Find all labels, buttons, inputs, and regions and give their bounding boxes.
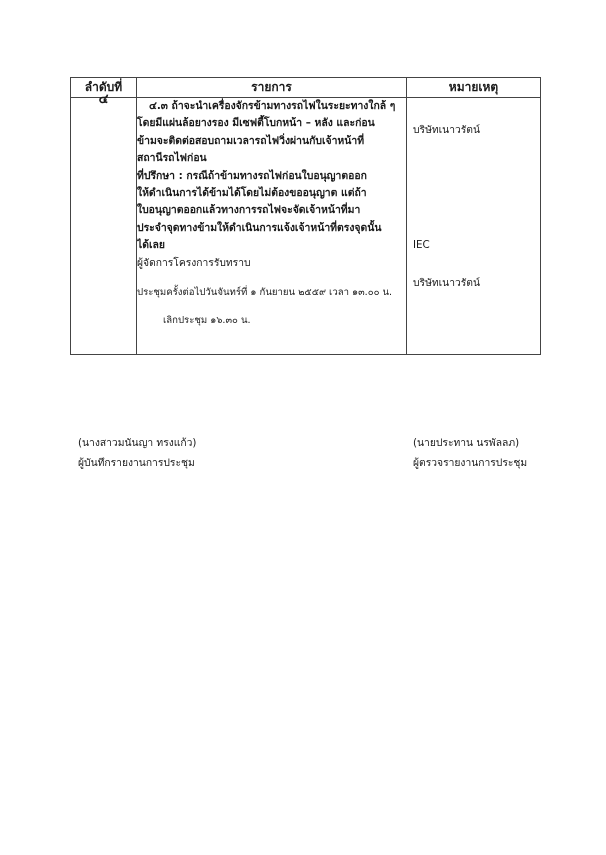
header-item: รายการ (137, 78, 407, 98)
reviewer-signature (413, 433, 527, 473)
order-cell (71, 92, 137, 355)
item-cell (137, 98, 407, 355)
remark-cell (407, 98, 541, 355)
next-meeting-text: ประชุมครั้งต่อไปวันจันทร์ที่ ๑ กันยายน ๒๕๕๙ เวลา ๑๓.๐๐ น. (137, 286, 393, 298)
minutes-table (70, 77, 541, 355)
recorder-signature (78, 433, 196, 473)
table-header-row (71, 78, 541, 98)
reviewer-role: ผู้ตรวจรายงานการประชุม (413, 457, 528, 469)
header-remark: หมายเหตุ (407, 78, 541, 98)
item-line: สถานีรถไฟก่อน (137, 152, 207, 165)
item-line: ที่ปรึกษา : กรณีถ้าข้ามทางรถไฟก่อนใบอนุญาตออก (137, 169, 367, 182)
item-line: ข้ามจะติดต่อสอบถามเวลารถไฟวิ่งผ่านกับเจ้าหน้าที่ (137, 134, 365, 147)
header-order: ลำดับที่ (71, 78, 137, 98)
item-line: ๔.๓ ถ้าจะนำเครื่องจักรข้ามทางรถไฟในระยะทางใกล้ ๆ (149, 100, 396, 112)
item-line: ประจำจุดทางข้ามให้ดำเนินการแจ้งเจ้าหน้าที่ตรงจุดนั้น (137, 221, 382, 234)
table-row (71, 98, 541, 355)
acknowledge-text: ผู้จัดการโครงการรับทราบ (137, 256, 251, 269)
remark-first: บริษัทเนาวรัตน์ (413, 124, 481, 136)
item-line: ให้ดำเนินการได้ข้ามได้โดยไม่ต้องขออนุญาต แต่ถ้า (137, 187, 367, 200)
adjourn-text: เลิกประชุม ๑๖.๓๐ น. (163, 314, 251, 326)
order-number: ๔ (98, 92, 109, 107)
item-line: ใบอนุญาตออกแล้วทางการรถไฟจะจัดเจ้าหน้าที่มา (137, 204, 361, 217)
reviewer-name: (นายประทาน นรพัลลภ) (413, 437, 520, 449)
item-line: ได้เลย (137, 239, 165, 252)
remark-third: บริษัทเนาวรัตน์ (413, 277, 481, 289)
recorder-role: ผู้บันทึกรายงานการประชุม (78, 457, 195, 469)
remark-second: IEC (413, 239, 430, 251)
item-line: โดยมีแผ่นล้อยางรอง มีเซฟตี้โบกหน้า – หลัง และก่อน (137, 117, 375, 130)
recorder-name: (นางสาวมนันญา ทรงแก้ว) (78, 437, 197, 449)
